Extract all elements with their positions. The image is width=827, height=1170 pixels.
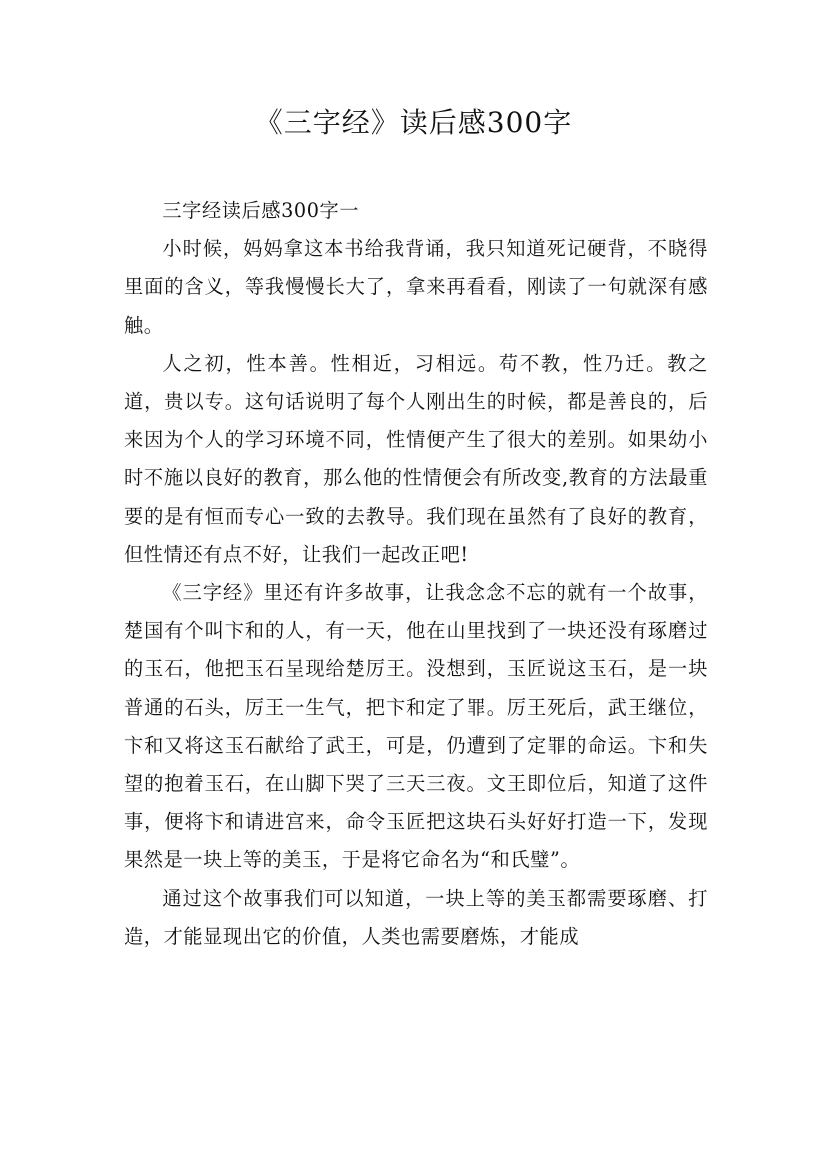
paragraph-childhood: 小时候，妈妈拿这本书给我背诵，我只知道死记硬背，不晓得里面的含义，等我慢慢长大了，拿来再看看，刚读了一句就深有感触。 [124,237,708,337]
document-body [124,192,708,956]
paragraph-subtitle: 三字经读后感300字一 [162,199,360,222]
paragraph-lesson: 通过这个故事我们可以知道，一块上等的美玉都需要琢磨、打造，才能显现出它的价值，人类也需要磨炼，才能成 [124,886,708,948]
document-title: 《三字经》读后感300字 [254,106,573,139]
paragraph-human-nature: 人之初，性本善。性相近，习相远。苟不教，性乃迁。教之道，贵以专。这句话说明了每个人刚出生的时候，都是善良的，后来因为个人的学习环境不同，性情便产生了很大的差别。如果幼小时不施以良好的教育，那么他的性情便会有所改变,教育的方法最重要的是有恒而专心一致的去教导。我们现在虽然有了良好的教育，但性情还有点不好，让我们一起改正吧! [124,351,708,566]
paragraph-bian-he-story: 《三字经》里还有许多故事，让我念念不忘的就有一个故事，楚国有个叫卞和的人，有一天，他在山里找到了一块还没有琢磨过的玉石，他把玉石呈现给楚厉王。没想到，玉匠说这玉石，是一块普通的石头，厉王一生气，把卞和定了罪。厉王死后，武王继位，卞和又将这玉石献给了武王，可是，仍遭到了定罪的命运。卞和失望的抱着玉石，在山脚下哭了三天三夜。文王即位后，知道了这件事，便将卞和请进宫来，命令玉匠把这块石头好好打造一下，发现果然是一块上等的美玉，于是将它命名为“和氏璧”。 [124,581,708,872]
